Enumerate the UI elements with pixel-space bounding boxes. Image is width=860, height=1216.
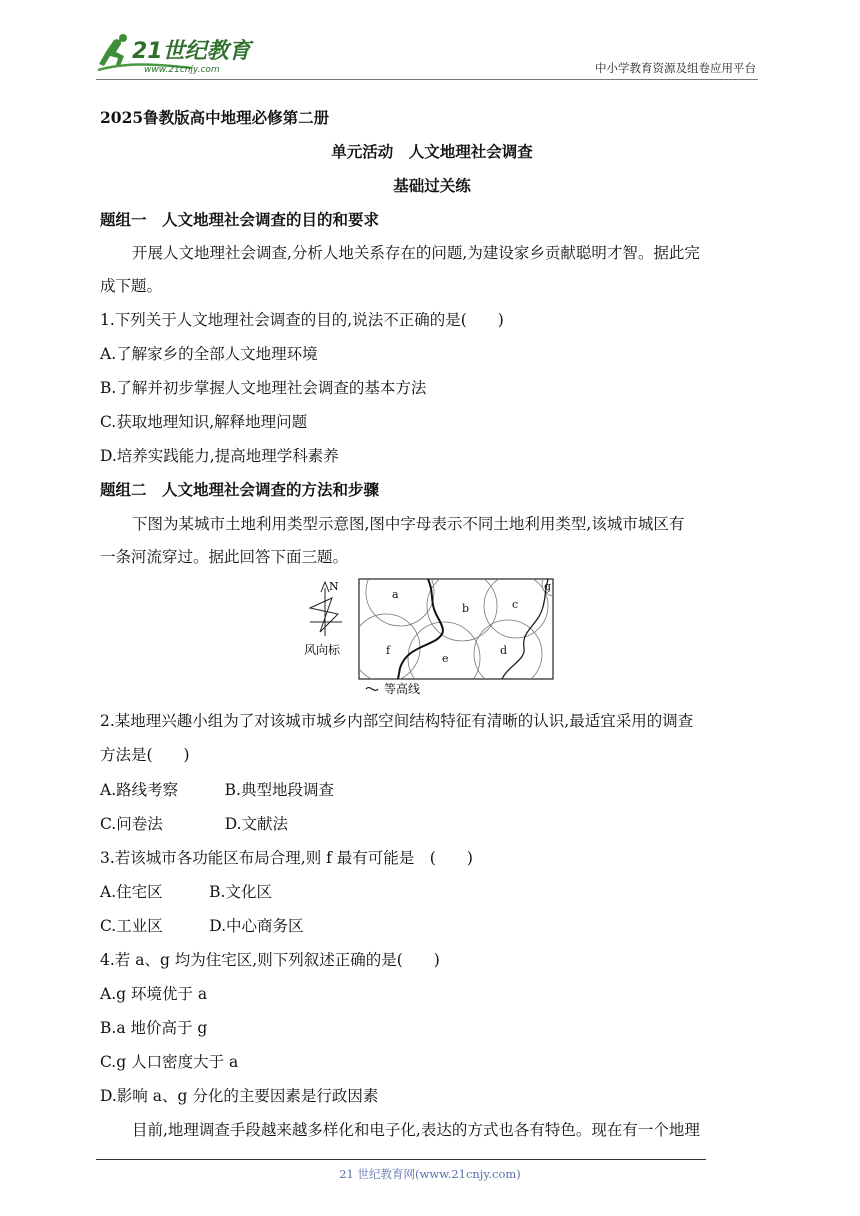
intro1-line1: 开展人文地理社会调查,分析人地关系存在的问题,为建设家乡贡献聪明才智。据此完 bbox=[132, 244, 700, 262]
q4-option-c: C.g 人口密度大于 a bbox=[100, 1053, 239, 1071]
q1-option-a: A.了解家乡的全部人文地理环境 bbox=[100, 345, 318, 363]
question-2-line2: 方法是( ) bbox=[100, 746, 190, 764]
intro2-line2: 一条河流穿过。据此回答下面三题。 bbox=[100, 548, 349, 566]
unit-title: 单元活动 人文地理社会调查 bbox=[331, 142, 533, 161]
wind-rose bbox=[304, 580, 342, 657]
zone-label-e: e bbox=[442, 652, 449, 665]
book-title: 2025鲁教版高中地理必修第二册 bbox=[100, 108, 330, 127]
q3-options-ab: A.住宅区 B.文化区 bbox=[100, 883, 272, 901]
zone-label-c: c bbox=[512, 598, 519, 611]
q4-option-a: A.g 环境优于 a bbox=[100, 985, 208, 1003]
wind-rose-label: 风向标 bbox=[304, 643, 341, 657]
q4-option-b: B.a 地价高于 g bbox=[100, 1019, 208, 1037]
q4-option-d: D.影响 a、g 分化的主要因素是行政因素 bbox=[100, 1087, 379, 1105]
q1-option-c: C.获取地理知识,解释地理问题 bbox=[100, 413, 308, 431]
zone-label-f: f bbox=[386, 644, 391, 657]
intro2-line1: 下图为某城市土地利用类型示意图,图中字母表示不同土地利用类型,该城市城区有 bbox=[132, 515, 685, 533]
intro1-line2: 成下题。 bbox=[100, 277, 163, 295]
logo-url: www.21cnjy.com bbox=[144, 65, 220, 75]
site-logo bbox=[96, 32, 266, 76]
q2-options-ab: A.路线考察 B.典型地段调查 bbox=[100, 781, 334, 799]
zone-label-d: d bbox=[500, 644, 508, 657]
map-frame bbox=[359, 579, 553, 679]
contour-legend-label: 等高线 bbox=[384, 682, 421, 696]
question-4: 4.若 a、g 均为住宅区,则下列叙述正确的是( ) bbox=[100, 951, 440, 969]
land-use-figure bbox=[302, 578, 562, 696]
logo-text: 21世纪教育 bbox=[132, 39, 251, 64]
question-2-line1: 2.某地理兴趣小组为了对该城市城乡内部空间结构特征有清晰的认识,最适宜采用的调查 bbox=[100, 712, 694, 730]
section-title: 基础过关练 bbox=[393, 176, 471, 195]
river bbox=[398, 579, 443, 679]
platform-name: 中小学教育资源及组卷应用平台 bbox=[595, 61, 756, 75]
runner-icon bbox=[99, 39, 124, 66]
question-3: 3.若该城市各功能区布局合理,则 f 最有可能是 ( ) bbox=[100, 849, 473, 867]
contour-legend bbox=[366, 681, 420, 696]
footer-divider bbox=[96, 1159, 706, 1160]
intro3-line1: 目前,地理调查手段越来越多样化和电子化,表达的方式也各有特色。现在有一个地理 bbox=[132, 1121, 700, 1139]
q1-option-d: D.培养实践能力,提高地理学科素养 bbox=[100, 447, 339, 465]
header-divider bbox=[96, 79, 758, 80]
q3-options-cd: C.工业区 D.中心商务区 bbox=[100, 917, 304, 935]
zone-label-a: a bbox=[392, 588, 399, 601]
land-use-zones bbox=[352, 578, 562, 694]
group1-title: 题组一 人文地理社会调查的目的和要求 bbox=[100, 210, 380, 229]
group2-title: 题组二 人文地理社会调查的方法和步骤 bbox=[100, 480, 380, 499]
q2-options-cd: C.问卷法 D.文献法 bbox=[100, 815, 289, 833]
q1-option-b: B.了解并初步掌握人文地理社会调查的基本方法 bbox=[100, 379, 427, 397]
north-label: N bbox=[329, 580, 339, 593]
contour-line bbox=[502, 579, 548, 679]
page-footer: 21 世纪教育网(www.21cnjy.com) bbox=[339, 1167, 521, 1181]
zone-label-b: b bbox=[462, 602, 470, 615]
zone-label-g: g bbox=[544, 580, 552, 593]
question-1: 1.下列关于人文地理社会调查的目的,说法不正确的是( ) bbox=[100, 311, 504, 329]
page-header bbox=[96, 30, 758, 80]
